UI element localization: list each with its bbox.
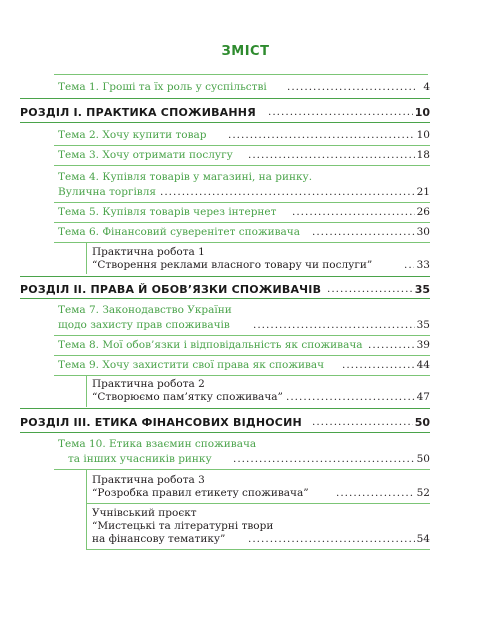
toc-entry-label-line2: “Розробка правил етикету споживача” xyxy=(92,487,309,499)
toc-page-number: 35 xyxy=(416,319,430,331)
toc-entry-label: Тема 6. Фінансовий суверенітет споживача xyxy=(58,226,300,238)
toc-page-number: 26 xyxy=(416,206,430,218)
toc-entry-label-line1: Учнівський проєкт xyxy=(92,507,197,519)
toc-page-number: 50 xyxy=(414,416,430,429)
toc-page-number: 10 xyxy=(416,129,430,141)
toc-entry-label-line2: щодо захисту прав споживачів xyxy=(58,319,230,331)
toc-entry-label-line1: Тема 7. Законодавство України xyxy=(58,304,232,316)
toc-entry-label: Тема 5. Купівля товарів через інтернет xyxy=(58,206,277,218)
toc-title: ЗМІСТ xyxy=(221,44,270,59)
toc-section-label: РОЗДІЛ ІІІ. ЕТИКА ФІНАНСОВИХ ВІДНОСИН xyxy=(20,416,302,429)
toc-entry-label-line1: Тема 10. Етика взаємин споживача xyxy=(58,438,257,450)
toc-entry-label-line2: “Створення реклами власного товару чи послуги” xyxy=(92,259,373,271)
toc-section-label: РОЗДІЛ І. ПРАКТИКА СПОЖИВАННЯ xyxy=(20,106,256,119)
toc-entry-label: Тема 2. Хочу купити товар xyxy=(58,129,207,141)
toc-entry-label-line1: Практична робота 2 xyxy=(92,378,205,390)
toc-page-number: 10 xyxy=(414,106,430,119)
toc-entry-label: Тема 8. Мої обов’язки і відповідальність як споживача xyxy=(58,339,363,351)
toc-page-number: 21 xyxy=(416,186,430,198)
toc-entry-label: Тема 1. Гроші та їх роль у суспільстві xyxy=(58,81,267,93)
toc-page-number: 4 xyxy=(423,81,430,93)
toc-entry-label: Тема 9. Хочу захистити свої права як споживач xyxy=(58,359,325,371)
toc-entry-label-line2: “Створюємо пам’ятку споживача” xyxy=(92,391,283,403)
toc-page-number: 39 xyxy=(416,339,430,351)
toc-page-number: 50 xyxy=(416,453,430,465)
toc-page-number: 30 xyxy=(416,226,430,238)
toc-page-number: 54 xyxy=(416,533,430,545)
toc-entry-label-line1: Тема 4. Купівля товарів у магазині, на ринку. xyxy=(58,171,313,183)
toc-section-label: РОЗДІЛ ІІ. ПРАВА Й ОБОВ’ЯЗКИ СПОЖИВАЧІВ xyxy=(20,283,322,296)
toc-entry-label-line3: на фінансову тематику” xyxy=(92,533,226,545)
toc-entry-label-line2: Вулична торгівля xyxy=(58,186,157,198)
toc-entry-label-line1: Практична робота 3 xyxy=(92,474,205,486)
toc-entry-label-line1: Практична робота 1 xyxy=(92,246,205,258)
toc-entry-label-line2: та інших учасників ринку xyxy=(68,453,212,465)
toc-page-number: 44 xyxy=(416,359,430,371)
toc-page-number: 18 xyxy=(416,149,430,161)
toc-page-number: 52 xyxy=(416,487,430,499)
toc-page-number: 47 xyxy=(416,391,430,403)
toc-entry-label: Тема 3. Хочу отримати послугу xyxy=(58,149,233,161)
toc-page-number: 35 xyxy=(414,283,430,296)
toc-entry-label-line2: “Мистецькі та літературні твори xyxy=(92,520,274,532)
toc-page-number: 33 xyxy=(416,259,430,271)
